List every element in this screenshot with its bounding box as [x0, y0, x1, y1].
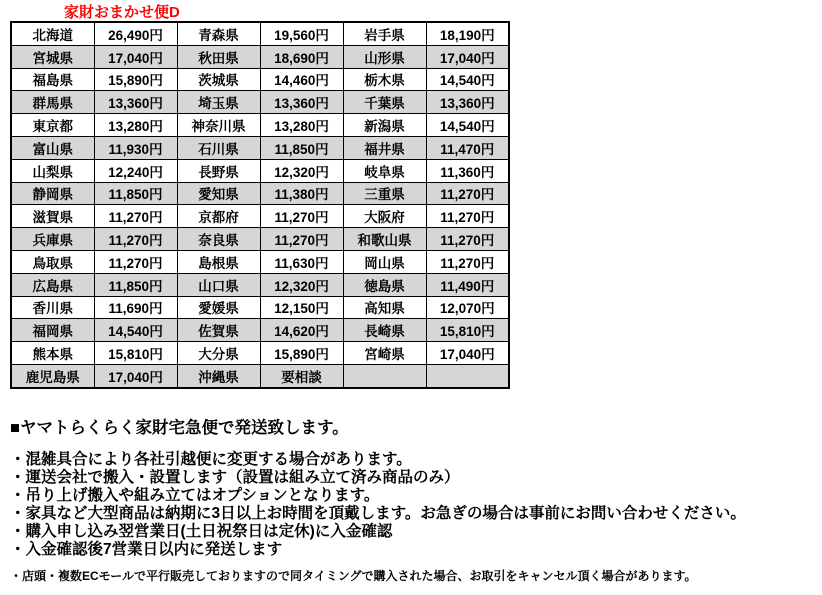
- prefecture-cell: 富山県: [11, 136, 94, 159]
- price-cell: 12,150円: [260, 296, 343, 319]
- price-cell: 11,690円: [94, 296, 177, 319]
- price-cell: 11,360円: [426, 159, 509, 182]
- note-bullet: ・運送会社で搬入・設置します（設置は組み立て済み商品のみ）: [10, 469, 460, 486]
- table-row: [11, 364, 509, 387]
- service-title: 家財おまかせ便D: [64, 4, 180, 21]
- note-bullet: ・購入申し込み翌営業日(土日祝祭日は定休)に入金確認: [10, 523, 393, 540]
- price-cell: 11,930円: [94, 136, 177, 159]
- table-row: [11, 342, 509, 365]
- note-bullet: ・家具など大型商品は納期に3日以上お時間を頂戴します。お急ぎの場合は事前にお問い合わせください。: [10, 505, 746, 522]
- price-cell: 18,690円: [260, 45, 343, 68]
- price-cell: 12,320円: [260, 159, 343, 182]
- price-cell: 15,810円: [426, 319, 509, 342]
- price-cell: 17,040円: [426, 45, 509, 68]
- price-cell: 11,270円: [94, 205, 177, 228]
- table-row: [11, 273, 509, 296]
- price-cell: 13,360円: [260, 91, 343, 114]
- prefecture-cell: 鳥取県: [11, 250, 94, 273]
- price-cell: 14,540円: [426, 68, 509, 91]
- prefecture-cell: 福島県: [11, 68, 94, 91]
- prefecture-cell: 青森県: [177, 22, 260, 45]
- shipping-fee-table: [10, 21, 510, 389]
- price-cell: 11,270円: [94, 250, 177, 273]
- prefecture-cell: 秋田県: [177, 45, 260, 68]
- prefecture-cell: 千葉県: [343, 91, 426, 114]
- price-cell: 19,560円: [260, 22, 343, 45]
- price-cell: 11,270円: [426, 250, 509, 273]
- price-cell: 26,490円: [94, 22, 177, 45]
- prefecture-cell: 徳島県: [343, 273, 426, 296]
- price-cell: 11,270円: [426, 205, 509, 228]
- table-row: [11, 159, 509, 182]
- price-cell: 14,540円: [94, 319, 177, 342]
- prefecture-cell: 和歌山県: [343, 228, 426, 251]
- table-row: [11, 22, 509, 45]
- prefecture-cell: 佐賀県: [177, 319, 260, 342]
- prefecture-cell: 高知県: [343, 296, 426, 319]
- price-cell: 18,190円: [426, 22, 509, 45]
- price-cell: 14,620円: [260, 319, 343, 342]
- table-row: [11, 296, 509, 319]
- note-bullet: ・吊り上げ搬入や組み立てはオプションとなります。: [10, 487, 380, 504]
- prefecture-cell: 京都府: [177, 205, 260, 228]
- prefecture-cell: 福井県: [343, 136, 426, 159]
- prefecture-cell: 福岡県: [11, 319, 94, 342]
- prefecture-cell: 大分県: [177, 342, 260, 365]
- price-cell: 11,470円: [426, 136, 509, 159]
- price-cell: 11,850円: [94, 182, 177, 205]
- price-cell: 13,280円: [94, 114, 177, 137]
- table-row: [11, 114, 509, 137]
- prefecture-cell: 北海道: [11, 22, 94, 45]
- price-cell: 11,850円: [260, 136, 343, 159]
- price-cell: 14,540円: [426, 114, 509, 137]
- price-cell: 17,040円: [426, 342, 509, 365]
- prefecture-cell: 大阪府: [343, 205, 426, 228]
- prefecture-cell: 滋賀県: [11, 205, 94, 228]
- table-row: [11, 68, 509, 91]
- prefecture-cell: 神奈川県: [177, 114, 260, 137]
- prefecture-cell: 沖縄県: [177, 364, 260, 387]
- price-cell: 13,280円: [260, 114, 343, 137]
- price-cell: 15,890円: [94, 68, 177, 91]
- prefecture-cell: 山梨県: [11, 159, 94, 182]
- price-cell: 17,040円: [94, 364, 177, 387]
- note-bullet: ・入金確認後7営業日以内に発送します: [10, 541, 283, 558]
- prefecture-cell: 鹿児島県: [11, 364, 94, 387]
- prefecture-cell: 東京都: [11, 114, 94, 137]
- prefecture-cell: 長崎県: [343, 319, 426, 342]
- price-cell: [426, 364, 509, 387]
- price-cell: 11,850円: [94, 273, 177, 296]
- price-cell: 13,360円: [426, 91, 509, 114]
- table-row: [11, 91, 509, 114]
- price-cell: 11,270円: [426, 228, 509, 251]
- price-cell: 要相談: [260, 364, 343, 387]
- notes-heading: ■ヤマトらくらく家財宅急便で発送致します。: [10, 419, 349, 437]
- price-cell: 15,810円: [94, 342, 177, 365]
- table-row: [11, 182, 509, 205]
- price-cell: 11,270円: [260, 205, 343, 228]
- price-cell: 12,320円: [260, 273, 343, 296]
- table-row: [11, 319, 509, 342]
- fine-print-note: ・店頭・複数ECモールで平行販売しておりますので同タイミングで購入された場合、お取引をキャンセル頂く場合があります。: [10, 569, 697, 583]
- prefecture-cell: 栃木県: [343, 68, 426, 91]
- prefecture-cell: 兵庫県: [11, 228, 94, 251]
- fee-table-body: [11, 22, 509, 388]
- prefecture-cell: 岐阜県: [343, 159, 426, 182]
- prefecture-cell: 群馬県: [11, 91, 94, 114]
- prefecture-cell: 島根県: [177, 250, 260, 273]
- prefecture-cell: 奈良県: [177, 228, 260, 251]
- prefecture-cell: 茨城県: [177, 68, 260, 91]
- prefecture-cell: 愛知県: [177, 182, 260, 205]
- price-cell: 15,890円: [260, 342, 343, 365]
- prefecture-cell: 宮崎県: [343, 342, 426, 365]
- price-cell: 11,380円: [260, 182, 343, 205]
- price-cell: 11,490円: [426, 273, 509, 296]
- table-row: [11, 136, 509, 159]
- prefecture-cell: 広島県: [11, 273, 94, 296]
- price-cell: 13,360円: [94, 91, 177, 114]
- notes-list: [10, 451, 818, 559]
- table-row: [11, 228, 509, 251]
- price-cell: 11,630円: [260, 250, 343, 273]
- table-row: [11, 205, 509, 228]
- price-cell: 12,240円: [94, 159, 177, 182]
- prefecture-cell: 愛媛県: [177, 296, 260, 319]
- price-cell: 11,270円: [94, 228, 177, 251]
- price-cell: 17,040円: [94, 45, 177, 68]
- prefecture-cell: 香川県: [11, 296, 94, 319]
- price-cell: 11,270円: [260, 228, 343, 251]
- table-row: [11, 45, 509, 68]
- prefecture-cell: 岩手県: [343, 22, 426, 45]
- shipping-notes: [10, 414, 818, 584]
- prefecture-cell: 熊本県: [11, 342, 94, 365]
- prefecture-cell: 新潟県: [343, 114, 426, 137]
- prefecture-cell: 石川県: [177, 136, 260, 159]
- prefecture-cell: 山口県: [177, 273, 260, 296]
- prefecture-cell: 山形県: [343, 45, 426, 68]
- prefecture-cell: 静岡県: [11, 182, 94, 205]
- price-cell: 14,460円: [260, 68, 343, 91]
- prefecture-cell: [343, 364, 426, 387]
- prefecture-cell: 三重県: [343, 182, 426, 205]
- note-bullet: ・混雑具合により各社引越便に変更する場合があります。: [10, 451, 412, 468]
- prefecture-cell: 岡山県: [343, 250, 426, 273]
- prefecture-cell: 宮城県: [11, 45, 94, 68]
- prefecture-cell: 埼玉県: [177, 91, 260, 114]
- price-cell: 12,070円: [426, 296, 509, 319]
- table-row: [11, 250, 509, 273]
- prefecture-cell: 長野県: [177, 159, 260, 182]
- price-cell: 11,270円: [426, 182, 509, 205]
